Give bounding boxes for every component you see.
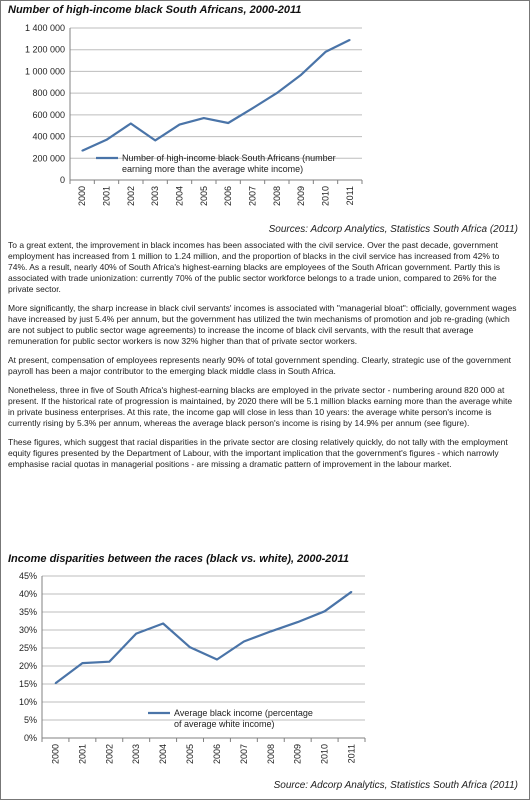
y-tick-label: 40% [18,589,37,599]
chart1-source: Sources: Adcorp Analytics, Statistics South Africa (2011) [268,224,518,235]
y-tick-label: 0 [59,175,65,185]
chart1-title: Number of high-income black South Africans, 2000-2011 [8,4,302,16]
data-point [55,682,57,684]
y-tick-label: 1 000 000 [24,66,65,77]
x-tick-label: 2002 [125,186,136,207]
data-point [243,641,245,643]
data-point [179,124,181,126]
x-tick-label: 2005 [198,186,209,207]
data-point [82,662,84,664]
x-tick-label: 2011 [344,186,355,206]
x-tick-label: 2000 [50,744,61,765]
x-tick-label: 2010 [319,744,330,765]
x-tick-label: 2011 [346,744,357,764]
y-tick-label: 0% [23,733,37,743]
paragraph: To a great extent, the improvement in black incomes has been associated with the civil service. Over the past decade, government employment has increased from 1 million to 1.24 million, and the proportion of blacks in the civil service has increased from 42% to 74%. As a result, nearly 40% of South Africa's highest-earning blacks are employees of the South African government. Partly this is associated with trade unionization: currently 70% of the public sector workforce belongs to a trade union, compared to 26% for the private sector. [8,240,501,294]
article-text [8,240,520,478]
data-point [324,610,326,612]
y-tick-label: 30% [18,625,37,635]
chart1-plot [0,20,530,220]
data-point [189,646,191,648]
legend-label: Average black income (percentage [174,708,313,718]
x-tick-label: 2007 [247,186,258,207]
data-point [349,39,351,41]
data-point [297,621,299,623]
chart2-source: Source: Adcorp Analytics, Statistics South Africa (2011) [273,780,518,791]
series-line [56,592,352,684]
x-tick-label: 2006 [223,186,234,207]
x-tick-label: 2001 [77,744,88,765]
paragraph: At present, compensation of employees represents nearly 90% of total government spending. Clearly, strategic use of the government payroll has been a major contributor to the emerging black middle class in South Africa. [8,355,512,376]
y-tick-label: 45% [18,571,37,581]
x-tick-label: 2009 [292,744,303,765]
x-tick-label: 2007 [238,744,249,765]
x-tick-label: 2004 [174,186,185,207]
data-point [351,591,353,593]
data-point [154,140,156,142]
x-tick-label: 2003 [131,744,142,765]
y-tick-label: 800 000 [32,88,65,99]
y-tick-label: 1 200 000 [24,44,65,55]
y-tick-label: 1 400 000 [24,23,65,33]
data-point [81,150,83,152]
series-line [82,40,350,151]
x-tick-label: 2008 [265,744,276,765]
x-tick-label: 2003 [150,186,161,207]
data-point [135,633,137,635]
y-tick-label: 20% [18,661,37,671]
x-tick-label: 2006 [211,744,222,765]
data-point [162,623,164,625]
y-tick-label: 600 000 [32,109,65,120]
data-point [252,108,254,110]
y-tick-label: 25% [18,643,37,653]
data-point [325,51,327,53]
x-tick-label: 2005 [185,744,196,765]
x-tick-label: 2009 [296,186,307,207]
data-point [130,123,132,125]
data-point [216,659,218,661]
legend-label: earning more than the average white income) [122,164,304,174]
data-point [276,92,278,94]
paragraph: These figures, which suggest that racial disparities in the private sector are closing relatively quickly, do not tally with the employment equity figures presented by the Department of Labour, with the important implication that the government's figures - which narrowly emphasise racial quotas in managerial positions - are missing a dramatic pattern of improvement in the labour market. [8,437,508,469]
x-tick-label: 2000 [77,186,88,207]
legend-label: Number of high-income black South Africans (number [122,153,336,163]
x-tick-label: 2002 [104,744,115,765]
x-tick-label: 2010 [320,186,331,207]
data-point [203,117,205,119]
x-tick-label: 2008 [271,186,282,207]
chart2-title: Income disparities between the races (black vs. white), 2000-2011 [8,553,349,565]
data-point [106,139,108,141]
y-tick-label: 15% [18,679,37,689]
data-point [227,122,229,124]
y-tick-label: 5% [23,715,37,725]
y-tick-label: 10% [18,697,37,707]
data-point [108,661,110,663]
data-point [300,74,302,76]
y-tick-label: 35% [18,607,37,617]
paragraph: Nonetheless, three in five of South Africa's highest-earning blacks are employed in the private sector - numbering around 820 000 at present. If the historical rate of progression is maintained, by 2020 there will be 5.1 million blacks earning more than the average white in private business enterprises. At this rate, the income gap will close in less than 10 years: the average white person's income is currently rising by 5.3% per annum, whereas the average black person's income is rising by 14.9% per annum (see figure). [8,385,513,428]
y-tick-label: 400 000 [32,131,65,142]
y-tick-label: 200 000 [32,153,65,164]
legend-label: of average white income) [174,719,275,729]
chart2-plot [0,568,530,778]
x-tick-label: 2001 [101,186,112,207]
data-point [270,631,272,633]
x-tick-label: 2004 [158,744,169,765]
paragraph: More significantly, the sharp increase in black civil servants' incomes is associated with "managerial bloat": officially, government wages have increased by just 5.4% per annum, but the government has utilized the twin mechanisms of promotion and job re-grading (which are not subject to public sector wage agreements) to increase the income of black civil servants, with the result that average remuneration for public sector workers is now 32% higher than that of private sector workers. [8,303,517,346]
